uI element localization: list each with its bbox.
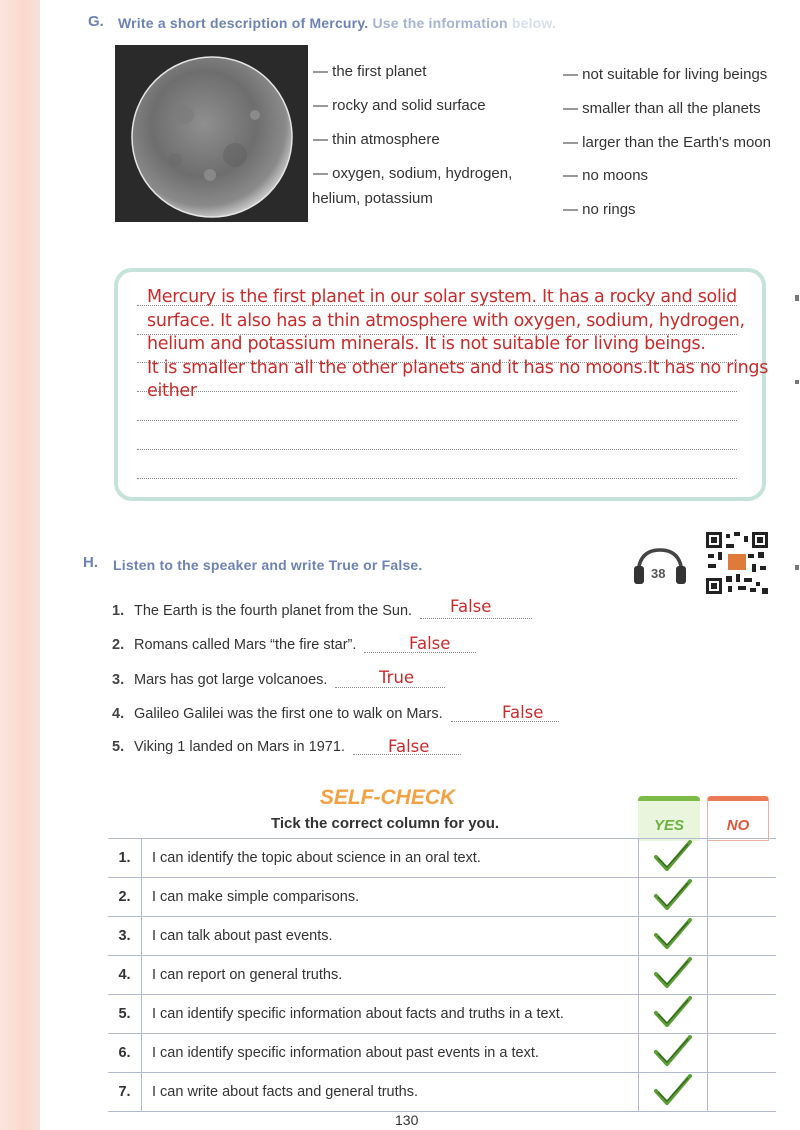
yes-cell[interactable] [639,1073,708,1112]
question-1-answer: False [450,597,492,616]
selfcheck-row-text: I can identify the topic about science in an oral text. [142,839,639,878]
yes-cell[interactable] [639,995,708,1034]
selfcheck-row-number: 1. [108,839,142,878]
selfcheck-instruction: Tick the correct column for you. [270,815,500,832]
no-cell[interactable] [708,839,777,878]
selfcheck-row [108,1073,776,1112]
headphones-icon[interactable] [632,546,688,591]
selfcheck-row [108,1034,776,1073]
selfcheck-row-text: I can identify specific information about facts and truths in a text. [142,995,639,1034]
qr-code-icon[interactable] [704,530,770,596]
section-h-letter: H. [83,554,98,571]
fact-gases-line2: helium, potassium [312,190,433,207]
section-g-title-part1: Write a short description of Mercury. [118,15,373,31]
question-text: Romans called Mars “the fire star”. [134,637,357,653]
edge-mark [795,565,799,570]
question-text: The Earth is the fourth planet from the Sun. [134,603,413,619]
yes-cell[interactable] [639,956,708,995]
fact-first-planet: — the first planet [313,63,427,80]
yes-cell[interactable] [639,878,708,917]
no-cell[interactable] [708,1034,777,1073]
selfcheck-row-text: I can make simple comparisons. [142,878,639,917]
selfcheck-row [108,995,776,1034]
selfcheck-row-text: I can write about facts and general truths. [142,1073,639,1112]
fact-thin-atmosphere: — thin atmosphere [313,131,440,148]
question-3-answer: True [379,668,415,687]
selfcheck-row-number: 2. [108,878,142,917]
selfcheck-table [108,838,776,1112]
answer-dotted-line [137,420,737,421]
selfcheck-row [108,878,776,917]
yes-column-header: YES [638,796,700,841]
fact-no-rings: — no rings [563,201,636,218]
question-text: Viking 1 landed on Mars in 1971. [134,739,345,755]
no-cell[interactable] [708,1073,777,1112]
answer-line-2: surface. It also has a thin atmosphere with oxygen, sodium, hydrogen, [147,310,745,331]
edge-mark [795,295,799,301]
fact-gases-line1: — oxygen, sodium, hydrogen, [313,165,513,182]
mercury-photo [115,45,308,222]
question-number: 4. [112,706,125,722]
answer-line-1: Mercury is the first planet in our solar system. It has a rocky and solid [147,287,737,307]
selfcheck-row-number: 3. [108,917,142,956]
question-number: 1. [112,603,125,619]
section-g-title [118,15,556,31]
question-4 [112,706,559,722]
audio-track-number: 38 [651,566,666,581]
selfcheck-row-number: 5. [108,995,142,1034]
selfcheck-title: SELF-CHECK [319,786,456,809]
question-2-answer: False [409,634,451,653]
no-cell[interactable] [708,956,777,995]
fact-rocky-surface: — rocky and solid surface [313,97,486,114]
fact-smaller: — smaller than all the planets [563,100,761,117]
yes-cell[interactable] [639,1034,708,1073]
selfcheck-row-number: 4. [108,956,142,995]
question-5-answer: False [388,737,430,756]
selfcheck-row [108,956,776,995]
section-h-title: Listen to the speaker and write True or False. [113,557,423,573]
checkmark-icon [653,995,693,1029]
fact-not-suitable: — not suitable for living beings [563,66,768,83]
selfcheck-row-text: I can identify specific information about past events in a text. [142,1034,639,1073]
question-text: Galileo Galilei was the first one to walk on Mars. [134,706,443,722]
selfcheck-row-number: 7. [108,1073,142,1112]
answer-dotted-line [137,478,737,479]
answer-line-3: helium and potassium minerals. It is not suitable for living beings. [147,334,706,354]
fact-no-moons: — no moons [563,167,649,184]
question-number: 2. [112,637,125,653]
yes-cell[interactable] [639,917,708,956]
section-g-letter: G. [88,13,104,30]
checkmark-icon [653,839,693,873]
question-number: 3. [112,672,125,688]
selfcheck-row [108,917,776,956]
selfcheck-row-number: 6. [108,1034,142,1073]
page-number: 130 [395,1112,419,1128]
question-4-answer: False [502,703,544,722]
edge-mark [795,380,799,384]
page-margin-strip [0,0,40,1130]
checkmark-icon [653,878,693,912]
answer-dotted-line [137,449,737,450]
handwritten-answer [147,286,769,404]
section-g-title-part2: Use the information [372,15,512,31]
no-cell[interactable] [708,995,777,1034]
selfcheck-row-text: I can talk about past events. [142,917,639,956]
selfcheck-row-text: I can report on general truths. [142,956,639,995]
checkmark-icon [653,1073,693,1107]
checkmark-icon [653,956,693,990]
fact-larger-than-moon: — larger than the Earth's moon [563,134,771,151]
checkmark-icon [653,917,693,951]
no-column-header: NO [707,796,769,841]
no-cell[interactable] [708,917,777,956]
checkmark-icon [653,1034,693,1068]
selfcheck-row [108,839,776,878]
yes-cell[interactable] [639,839,708,878]
question-number: 5. [112,739,125,755]
answer-line-4: It is smaller than all the other planets and it has no moons.It has no rings [147,357,769,378]
question-text: Mars has got large volcanoes. [134,672,328,688]
no-cell[interactable] [708,878,777,917]
answer-line-5: either [147,381,197,401]
section-g-title-part3: below. [511,15,557,31]
